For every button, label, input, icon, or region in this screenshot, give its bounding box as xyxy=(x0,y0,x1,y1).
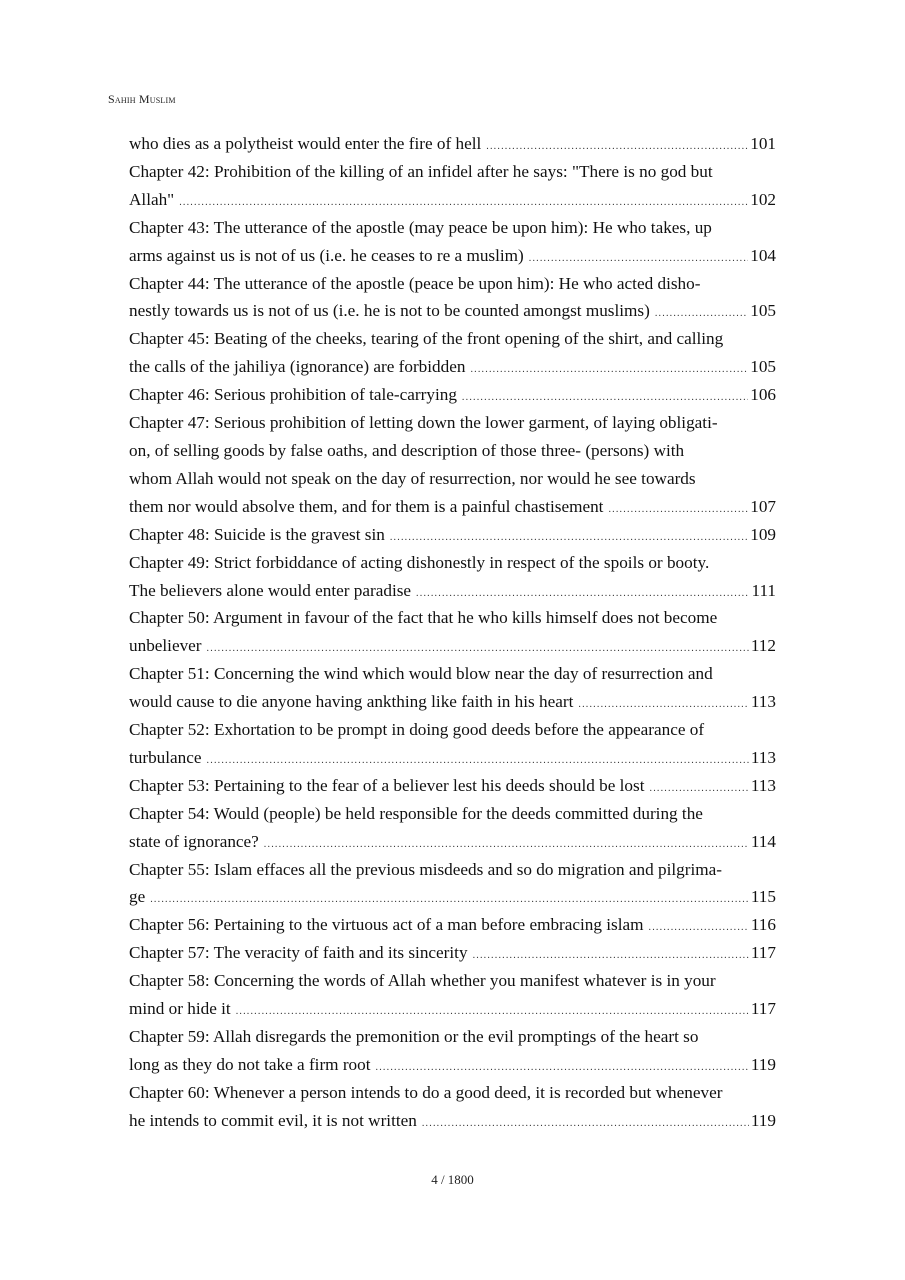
toc-entry-title: state of ignorance? xyxy=(129,831,259,851)
toc-entry-line xyxy=(129,297,776,325)
dot-leader xyxy=(462,393,748,403)
toc-entry-line xyxy=(129,353,776,381)
toc-entry-line: Chapter 51: Concerning the wind which would blow near the day of resurrection and xyxy=(129,664,713,684)
dot-leader xyxy=(150,895,749,905)
toc-entry[interactable] xyxy=(129,409,776,521)
toc-entry-line: Chapter 58: Concerning the words of Allah whether you manifest whatever is in your xyxy=(129,971,716,991)
toc-page-number[interactable]: 102 xyxy=(750,189,776,209)
dot-leader xyxy=(422,1119,749,1129)
toc-entry[interactable] xyxy=(129,1079,776,1135)
toc-page-number[interactable]: 105 xyxy=(750,357,776,377)
dot-leader xyxy=(207,756,749,766)
toc-entry[interactable] xyxy=(129,911,776,939)
toc-entry-title: nestly towards us is not of us (i.e. he is not to be counted amongst muslims) xyxy=(129,301,650,321)
dot-leader xyxy=(608,505,748,515)
toc-entry-line xyxy=(129,883,776,911)
toc-entry[interactable] xyxy=(129,270,776,326)
toc-entry-line xyxy=(129,381,776,409)
toc-entry-line xyxy=(129,1107,776,1135)
toc-entry[interactable] xyxy=(129,1023,776,1079)
toc-entry-title: who dies as a polytheist would enter the fire of hell xyxy=(129,134,482,153)
dot-leader xyxy=(650,784,749,794)
toc-entry-line: Chapter 50: Argument in favour of the fact that he who kills himself does not become xyxy=(129,608,718,628)
toc-entry[interactable] xyxy=(129,660,776,716)
toc-entry-title: The believers alone would enter paradise xyxy=(129,580,412,600)
toc-entry-line xyxy=(129,493,776,521)
toc-page-number[interactable]: 119 xyxy=(750,1054,776,1074)
toc-entry-title: them nor would absolve them, and for them is a painful chastisement xyxy=(129,496,604,516)
toc-entry[interactable] xyxy=(129,716,776,772)
toc-page-number[interactable]: 116 xyxy=(750,915,776,935)
toc-entry-line: Chapter 45: Beating of the cheeks, tearing of the front opening of the shirt, and calling xyxy=(129,329,724,349)
toc-entry[interactable] xyxy=(129,158,776,214)
dot-leader xyxy=(473,951,749,961)
toc-entry-line xyxy=(129,828,776,856)
toc-entry[interactable] xyxy=(129,856,776,912)
toc-entry-line xyxy=(129,632,776,660)
toc-entry-title: would cause to die anyone having ankthing like faith in his heart xyxy=(129,692,574,712)
toc-entry-title: arms against us is not of us (i.e. he ceases to re a muslim) xyxy=(129,245,524,265)
page-indicator: 4 / 1800 xyxy=(431,1172,474,1187)
dot-leader xyxy=(649,923,749,933)
toc-page-number[interactable]: 112 xyxy=(750,636,776,656)
toc-entry-line xyxy=(129,995,776,1023)
toc-entry-title: Chapter 46: Serious prohibition of tale-carrying xyxy=(129,385,457,405)
dot-leader xyxy=(179,198,748,208)
toc-entry-line xyxy=(129,911,776,939)
running-head: Sahih Muslim xyxy=(108,92,176,106)
toc-entry[interactable] xyxy=(129,381,776,409)
toc-entry-title: Chapter 56: Pertaining to the virtuous act of a man before embracing islam xyxy=(129,915,644,935)
dot-leader xyxy=(529,254,748,264)
toc-entry-line: Chapter 44: The utterance of the apostle (peace be upon him): He who acted disho- xyxy=(129,273,701,293)
toc-page-number[interactable]: 111 xyxy=(751,580,776,600)
toc-page-number[interactable]: 117 xyxy=(750,999,776,1019)
toc-entry[interactable] xyxy=(129,800,776,856)
toc-entry[interactable] xyxy=(129,772,776,800)
toc-entry-line: Chapter 60: Whenever a person intends to do a good deed, it is recorded but whenever xyxy=(129,1082,723,1102)
toc-entry-title: Chapter 57: The veracity of faith and its sincerity xyxy=(129,943,468,963)
toc-entry-title: turbulance xyxy=(129,747,202,767)
toc-entry-title: long as they do not take a firm root xyxy=(129,1054,371,1074)
dot-leader xyxy=(236,1007,749,1017)
toc-entry[interactable] xyxy=(129,549,776,605)
dot-leader xyxy=(470,365,748,375)
toc-entry-line: whom Allah would not speak on the day of resurrection, nor would he see towards xyxy=(129,468,696,488)
toc-entry-line: Chapter 52: Exhortation to be prompt in doing good deeds before the appearance of xyxy=(129,720,705,740)
toc-entry[interactable] xyxy=(129,130,776,158)
toc-entry[interactable] xyxy=(129,325,776,381)
toc-entry-title: the calls of the jahiliya (ignorance) are forbidden xyxy=(129,357,466,377)
toc-entry-title: Allah" xyxy=(129,189,175,209)
toc-page-number[interactable]: 101 xyxy=(750,134,776,153)
toc-page-number[interactable]: 109 xyxy=(750,524,776,544)
toc-entry[interactable] xyxy=(129,604,776,660)
toc-entry-line: Chapter 54: Would (people) be held responsible for the deeds committed during the xyxy=(129,803,703,823)
toc-entry[interactable] xyxy=(129,939,776,967)
toc-entry-line xyxy=(129,242,776,270)
dot-leader xyxy=(578,700,748,710)
toc-entry-line xyxy=(129,939,776,967)
toc-entry-line: Chapter 47: Serious prohibition of letting down the lower garment, of laying obligati- xyxy=(129,413,718,433)
toc-entry-line xyxy=(129,772,776,800)
toc-entry-line xyxy=(129,688,776,716)
toc-entry-title: unbeliever xyxy=(129,636,202,656)
toc-entry-title: mind or hide it xyxy=(129,999,231,1019)
toc-page-number[interactable]: 113 xyxy=(750,692,776,712)
toc-entry-line: on, of selling goods by false oaths, and description of those three- (persons) with xyxy=(129,440,685,460)
toc-entry-title: he intends to commit evil, it is not written xyxy=(129,1110,417,1130)
dot-leader xyxy=(264,840,749,850)
dot-leader xyxy=(390,533,748,543)
dot-leader xyxy=(376,1063,749,1073)
toc-page-number[interactable]: 104 xyxy=(750,245,776,265)
toc-page-number[interactable]: 114 xyxy=(750,831,776,851)
toc-entry-title: Chapter 53: Pertaining to the fear of a believer lest his deeds should be lost xyxy=(129,775,645,795)
toc-entry[interactable] xyxy=(129,214,776,270)
toc-entry[interactable] xyxy=(129,967,776,1023)
toc-page-number[interactable]: 115 xyxy=(750,887,776,907)
toc-entry-line: Chapter 49: Strict forbiddance of acting dishonestly in respect of the spoils or booty. xyxy=(129,552,710,572)
toc-entry-line xyxy=(129,744,776,772)
toc-page-number[interactable]: 107 xyxy=(750,496,776,516)
toc-entry-line: Chapter 55: Islam effaces all the previous misdeeds and so do migration and pilgrima- xyxy=(129,859,722,879)
toc-entry-line xyxy=(129,577,776,605)
toc-page-number[interactable]: 105 xyxy=(750,301,776,321)
toc-entry[interactable] xyxy=(129,521,776,549)
toc-entry-line: Chapter 43: The utterance of the apostle (may peace be upon him): He who takes, up xyxy=(129,217,712,237)
toc-entry-line xyxy=(129,521,776,549)
toc-entry-line xyxy=(129,186,776,214)
dot-leader xyxy=(655,309,748,319)
toc-page-number[interactable]: 119 xyxy=(750,1110,776,1130)
toc-entry-line xyxy=(129,1051,776,1079)
toc-page-number[interactable]: 117 xyxy=(750,943,776,963)
toc-entry-line xyxy=(129,130,776,158)
dot-leader xyxy=(207,644,749,654)
toc-entry-title: ge xyxy=(129,887,146,907)
toc-page-number[interactable]: 113 xyxy=(750,775,776,795)
toc-page-number[interactable]: 113 xyxy=(750,747,776,767)
toc-entry-title: Chapter 48: Suicide is the gravest sin xyxy=(129,524,385,544)
toc-entry-line: Chapter 59: Allah disregards the premonition or the evil promptings of the heart so xyxy=(129,1027,699,1046)
table-of-contents xyxy=(129,130,776,1135)
dot-leader xyxy=(486,142,748,152)
dot-leader xyxy=(416,589,749,599)
toc-page-number[interactable]: 106 xyxy=(750,385,776,405)
toc-entry-line: Chapter 42: Prohibition of the killing of an infidel after he says: "There is no god but xyxy=(129,161,713,181)
